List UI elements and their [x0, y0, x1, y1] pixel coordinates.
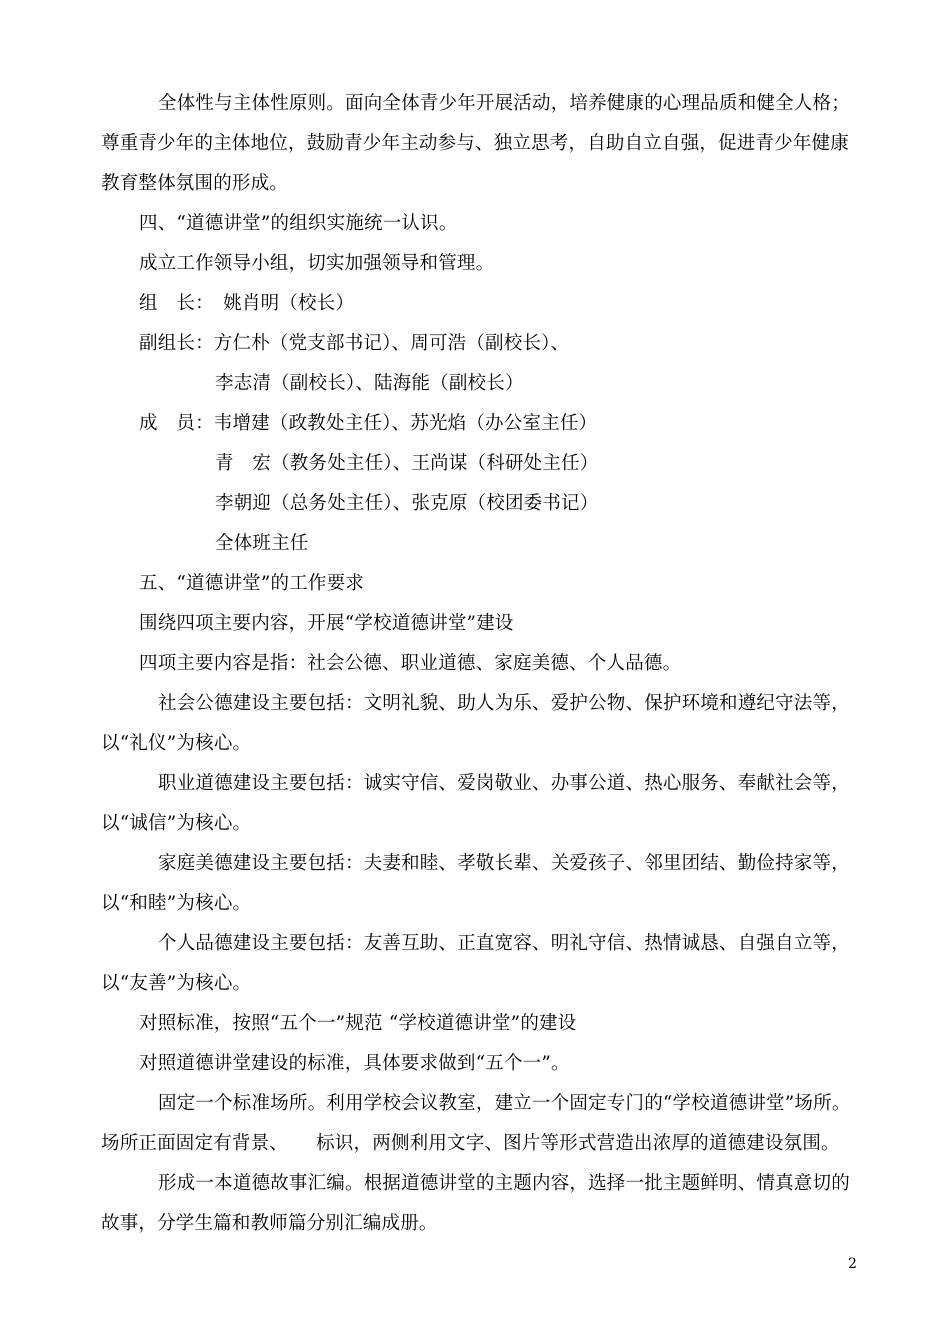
- text-line-25: 对照道德讲堂建设的标准，具体要求做到“五个一”。: [139, 1053, 570, 1074]
- text-line-21: 以“和睦”为核心。: [101, 893, 252, 914]
- text-line-24: 对照标准，按照“五个一”规范 “学校道德讲堂”的建设: [139, 1013, 577, 1034]
- text-line-29: 故事，分学生篇和教师篇分别汇编成册。: [101, 1213, 438, 1234]
- members-line-3: 李朝迎（总务处主任）、张克原（校团委书记）: [215, 493, 599, 514]
- text-line-5: 成立工作领导小组，切实加强领导和管理。: [139, 253, 495, 274]
- text-line-26: 固定一个标准场所。利用学校会议教室，建立一个固定专门的“学校道德讲堂”场所。: [158, 1093, 851, 1114]
- leader-line: 组 长： 姚肖明（校长）: [139, 293, 355, 314]
- text-line-22: 个人品德建设主要包括：友善互助、正直宽容、明礼守信、热情诚恳、自强自立等，: [158, 933, 850, 954]
- text-line-17: 以“礼仪”为核心。: [101, 733, 252, 754]
- text-line-23: 以“友善”为核心。: [101, 973, 252, 994]
- text-line-18: 职业道德建设主要包括：诚实守信、爱岗敬业、办事公道、热心服务、奉献社会等，: [158, 773, 850, 794]
- section-heading-4: 四、“道德讲堂”的组织实施统一认识。: [139, 213, 458, 234]
- members-line-2: 青 宏（教务处主任）、王尚谋（科研处主任）: [215, 453, 599, 474]
- text-line-14: 围绕四项主要内容，开展“学校道德讲堂”建设: [139, 613, 514, 634]
- text-line-20: 家庭美德建设主要包括：夫妻和睦、孝敬长辈、关爱孩子、邻里团结、勤俭持家等，: [158, 853, 850, 874]
- page-number: 2: [848, 1256, 857, 1272]
- members-line-1: 成 员：韦增建（政教处主任）、苏光焰（办公室主任）: [139, 413, 598, 434]
- text-line-27: 场所正面固定有背景、 标识，两侧利用文字、图片等形式营造出浓厚的道德建设氛围。: [101, 1133, 840, 1154]
- text-line-16: 社会公德建设主要包括：文明礼貌、助人为乐、爱护公物、保护环境和遵纪守法等，: [158, 693, 850, 714]
- text-line-15: 四项主要内容是指：社会公德、职业道德、家庭美德、个人品德。: [139, 653, 682, 674]
- text-line-1: 全体性与主体性原则。面向全体青少年开展活动，培养健康的心理品质和健全人格；: [158, 93, 850, 114]
- members-line-4: 全体班主任: [215, 533, 309, 554]
- text-line-2: 尊重青少年的主体地位，鼓励青少年主动参与、独立思考，自助自立自强，促进青少年健康: [101, 133, 850, 154]
- section-heading-5: 五、“道德讲堂”的工作要求: [139, 573, 365, 594]
- vice-leader-line-1: 副组长：方仁朴（党支部书记）、周可浩（副校长）、: [139, 333, 570, 354]
- text-line-28: 形成一本道德故事汇编。根据道德讲堂的主题内容，选择一批主题鲜明、情真意切的: [158, 1173, 850, 1194]
- text-line-19: 以“诚信”为核心。: [101, 813, 252, 834]
- text-line-3: 教育整体氛围的形成。: [101, 173, 289, 194]
- vice-leader-line-2: 李志清（副校长）、陆海能（副校长）: [215, 373, 524, 394]
